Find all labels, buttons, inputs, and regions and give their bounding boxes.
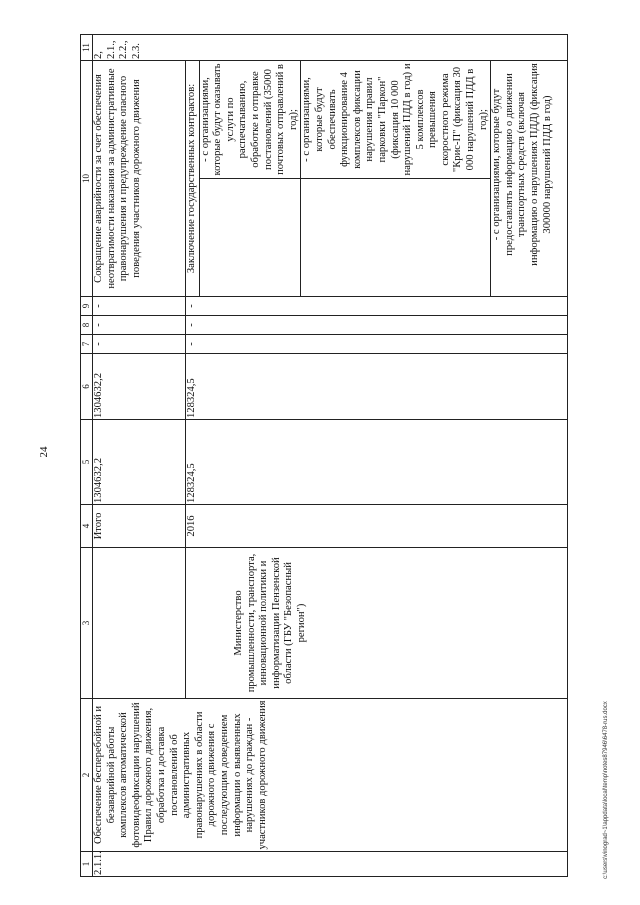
col7-value-2016: -: [186, 335, 568, 354]
col-header-1: 1: [81, 852, 93, 877]
col8-value-2016: -: [186, 316, 568, 335]
col-header-5: 5: [81, 420, 93, 505]
activity-number: 2.1.1.: [93, 852, 568, 877]
contracts-cell: [186, 61, 568, 297]
col9-value-2016: -: [186, 297, 568, 316]
col-header-11: 11: [81, 35, 93, 61]
col-header-4: 4: [81, 505, 93, 548]
total-funding: 1304632,2: [93, 420, 186, 505]
contracts-heading: Заключение государственных контрактов:: [186, 83, 197, 274]
executor-empty-cell: [93, 548, 186, 699]
footer-file-path: c:\users\vinograd~1\appdata\local\temp\notes87946\6478-rus.docx: [603, 701, 609, 879]
activity-description: Обеспечение бесперебойной и безаварийной работы комплексов автоматической фотовидеофиксации нарушений Правил дорожного движения, обработка и доставка постановлений об административных правонарушениях в области дорожного движения с последующим доведением информации о выявленных нарушениях до граждан - участников дорожного движения: [93, 699, 568, 852]
contract-printing-service: - с организациями, которые будут оказывать услуги по распечатыванию, обработке и отправке постановлений (35000 почтовых отправлений в год);: [199, 61, 301, 179]
contracts-nested-table: [186, 61, 554, 296]
regional-funding-2016: 128324,5: [186, 354, 568, 420]
executor-organization: Министерство промышленности, транспорта, инновационной политики и информатизации Пензенской области (ГБУ "Безопасный регион"): [186, 548, 568, 699]
program-activity-table: [80, 34, 568, 877]
contract-camera-operation: - с организациями, которые будут обеспечивать функционирование 4 комплексов фиксации нарушения правил парковки "Паркон" (фиксация 10 000 нарушений ПДД в год) и 5 комплексов превышения скоростного режима "Крис-П" (фиксация 30 000 нарушений ПДД в год);: [301, 61, 491, 179]
col-header-6: 6: [81, 354, 93, 420]
year-2016: 2016: [186, 505, 568, 548]
col-header-2: 2: [81, 699, 93, 852]
expected-result: Сокращение аварийности за счет обеспечения неотвратимости наказания за административные правонарушения и предупреждение опасного поведения участников дорожного движения: [93, 61, 186, 297]
col-header-10: 10: [81, 61, 93, 297]
contract-traffic-information: - с организациями, которые будут предоставлять информацию о движении транспортных средств (включая информацию о нарушениях ПДД) (фиксация 300000 нарушений ПДД в год): [491, 61, 554, 296]
column-number-header-row: [81, 35, 93, 877]
col7-value: -: [93, 335, 186, 354]
total-funding-2016: 128324,5: [186, 420, 568, 505]
indent-spacer: [301, 179, 491, 297]
col8-value: -: [93, 316, 186, 335]
regional-funding: 1304632,2: [93, 354, 186, 420]
col-header-8: 8: [81, 316, 93, 335]
indent-spacer: [199, 179, 301, 297]
year-total-label: Итого: [93, 505, 186, 548]
rotated-table-container: [80, 35, 579, 877]
page-number: 24: [38, 446, 50, 458]
col-header-3: 3: [81, 548, 93, 699]
table-row-total: [93, 35, 186, 877]
col-header-7: 7: [81, 335, 93, 354]
col9-value: -: [93, 297, 186, 316]
col-header-9: 9: [81, 297, 93, 316]
indicator-link: 2, 2.1., 2.2., 2.3.: [93, 35, 568, 61]
